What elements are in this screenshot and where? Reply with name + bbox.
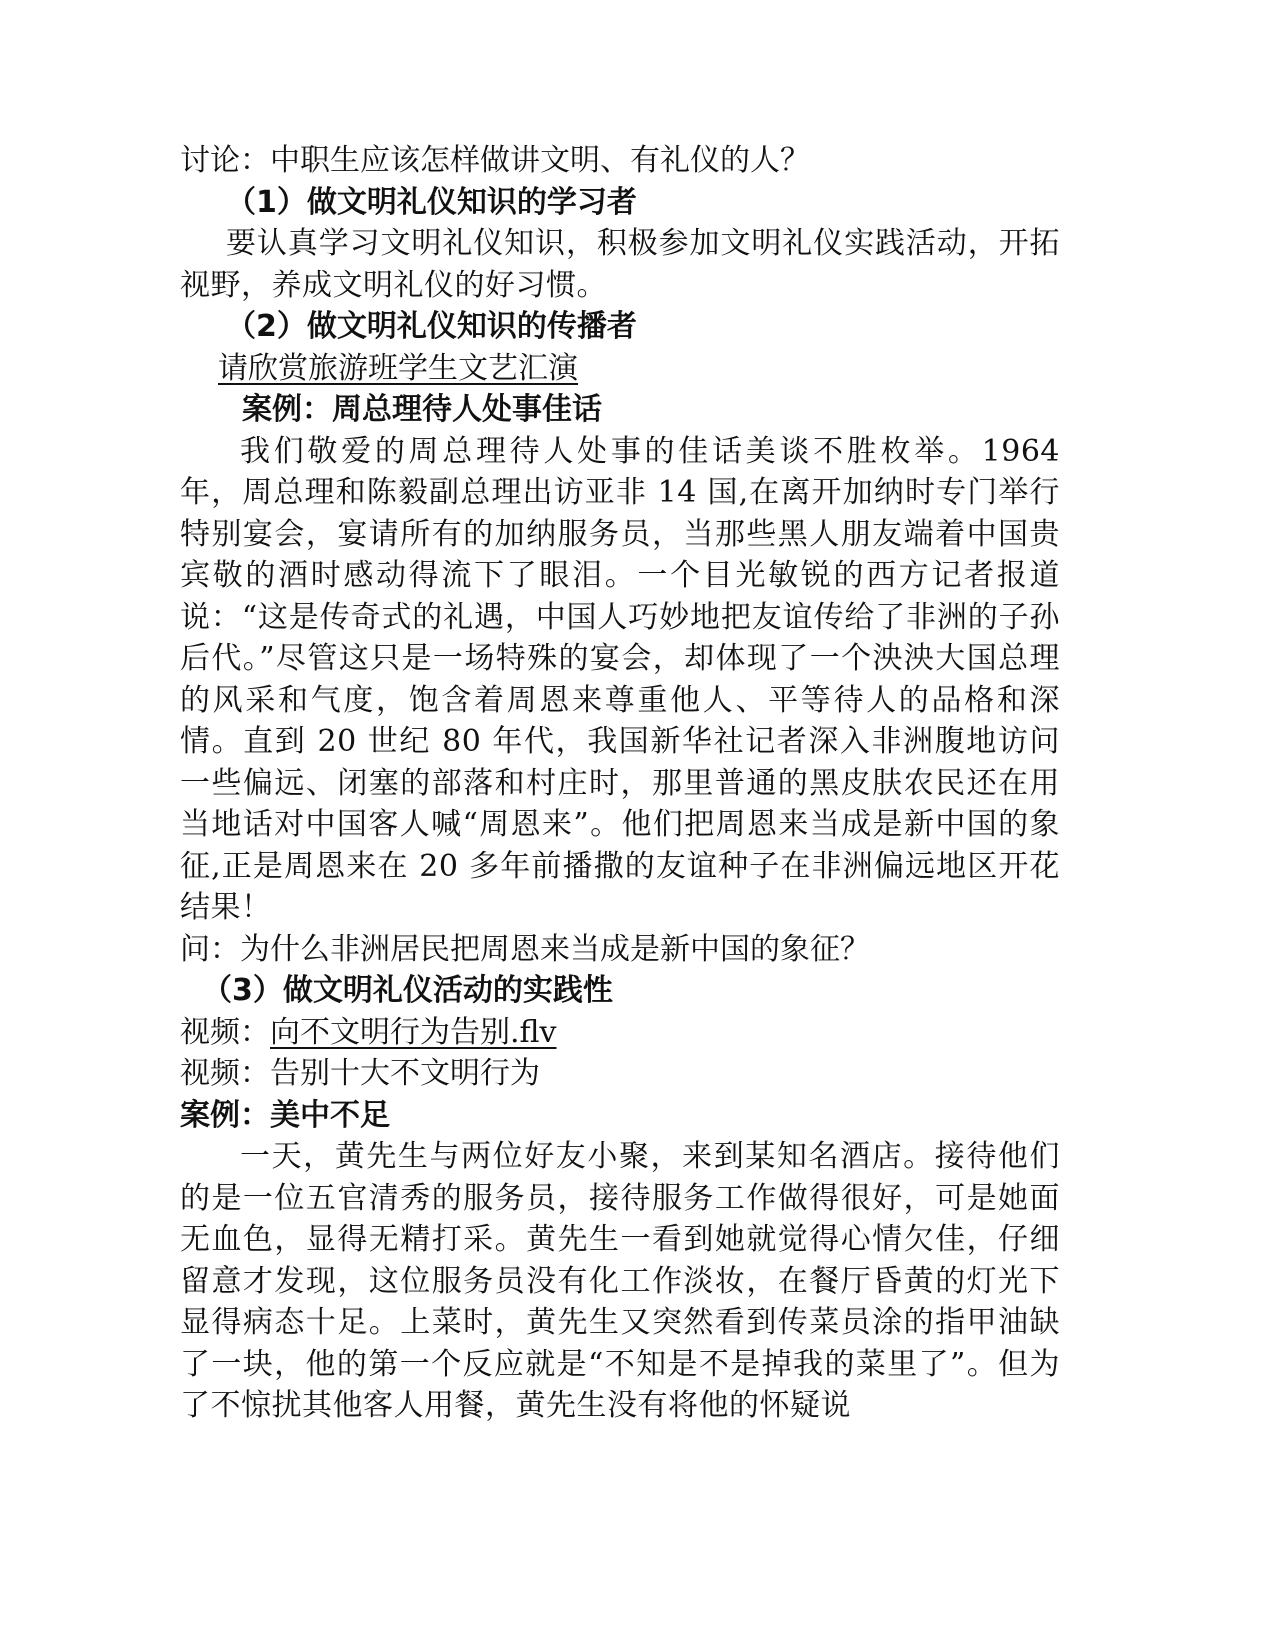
section-heading-2: （2）做文明礼仪知识的传播者 bbox=[226, 309, 637, 344]
video2-label: 视频： bbox=[180, 1056, 270, 1091]
performance-link[interactable]: 请欣赏旅游班学生文艺汇演 bbox=[218, 350, 578, 386]
video2-text: 告别十大不文明行为 bbox=[270, 1056, 540, 1091]
document-body bbox=[180, 140, 1060, 1427]
section-heading-1: （1）做文明礼仪知识的学习者 bbox=[226, 184, 637, 220]
case2-body: 一天，黄先生与两位好友小聚，来到某知名酒店。接待他们的是一位五官清秀的服务员，接待服务工作做得很好，可是她面无血色，显得无精打采。黄先生一看到她就觉得心情欠佳，仔细留意才发现，这位服务员没有化工作淡妆，在餐厅昏黄的灯光下显得病态十足。上菜时，黄先生又突然看到传菜员涂的指甲油缺了一块，他的第一个反应就是“不知是不是掉我的菜里了”。但为了不惊扰其他客人用餐，黄先生没有将他的怀疑说 bbox=[180, 1139, 1060, 1423]
discussion-prompt: 讨论：中职生应该怎样做讲文明、有礼仪的人？ bbox=[180, 143, 810, 178]
case2-title: 案例：美中不足 bbox=[180, 1097, 390, 1133]
video1-line bbox=[180, 1012, 1060, 1054]
paragraph-learner: 要认真学习文明礼仪知识，积极参加文明礼仪实践活动，开拓视野，养成文明礼仪的好习惯。 bbox=[180, 226, 1060, 303]
case1-title: 案例：周总理待人处事佳话 bbox=[242, 392, 602, 427]
video2-line bbox=[180, 1053, 1060, 1095]
case1-body: 我们敬爱的周总理待人处事的佳话美谈不胜枚举。1964 年，周总理和陈毅副总理出访亚非 14 国,在离开加纳时专门举行特别宴会，宴请所有的加纳服务员，当那些黑人朋友端着中国贵宾敬的酒时感动得流下了眼泪。一个目光敏锐的西方记者报道说：“这是传奇式的礼遇，中国人巧妙地把友谊传给了非洲的子孙后代。”尽管这只是一场特殊的宴会，却体现了一个泱泱大国总理的风采和气度，饱含着周恩来尊重他人、平等待人的品格和深情。直到 20 世纪 80 年代，我国新华社记者深入非洲腹地访问一些偏远、闭塞的部落和村庄时，那里普通的黑皮肤农民还在用当地话对中国客人喊“周恩来”。他们把周恩来当成是新中国的象征,正是周恩来在 20 多年前播撒的友谊种子在非洲偏远地区开花结果！ bbox=[180, 433, 1060, 925]
question-line: 问：为什么非洲居民把周恩来当成是新中国的象征？ bbox=[180, 931, 870, 967]
video1-label: 视频： bbox=[180, 1014, 270, 1050]
performance-link-line bbox=[180, 348, 1060, 390]
video1-link[interactable]: 向不文明行为告别.flv bbox=[270, 1014, 557, 1050]
section-heading-3: （3）做文明礼仪活动的实践性 bbox=[202, 973, 613, 1008]
